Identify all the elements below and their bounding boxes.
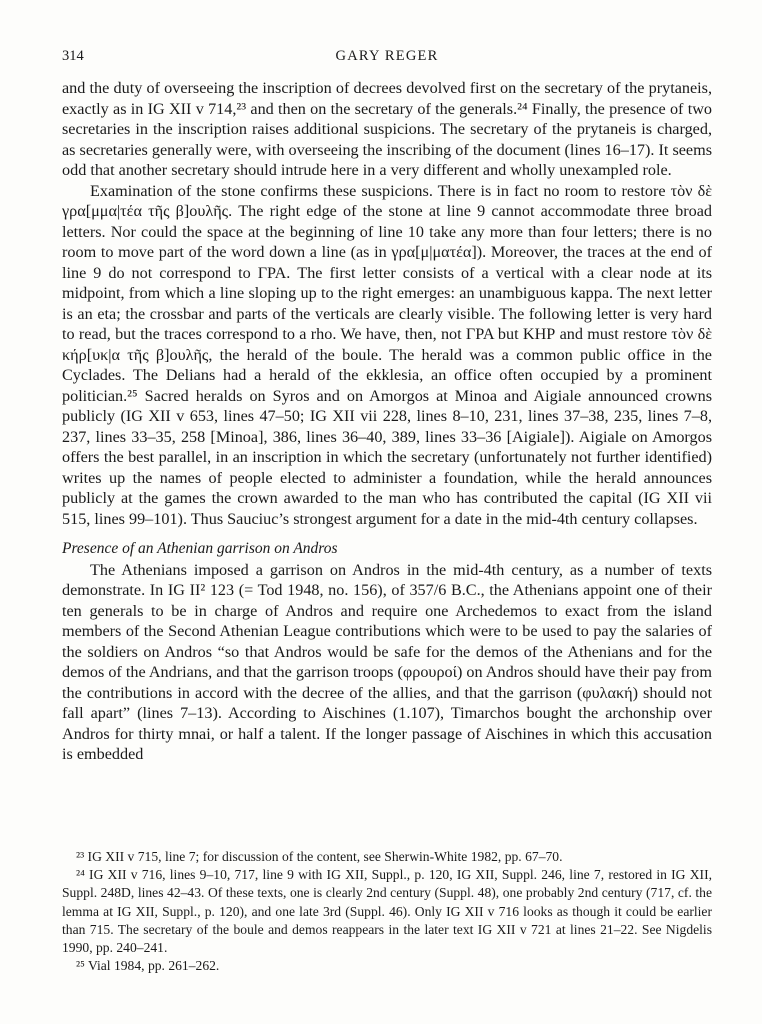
section-heading: Presence of an Athenian garrison on Andros [62,540,338,557]
footnote: ²⁴ IG XII v 716, lines 9–10, 717, line 9 with IG XII, Suppl., p. 120, IG XII, Suppl. 246, line 7, restored in IG XII, Suppl. 248D, lines 42–43. Of these texts, one is clearly 2nd century (Suppl. 48), one probably 2nd century (717, cf. the lemma at IG XII, Suppl., p. 120), and one late 3rd (Suppl. 46). Only IG XII v 716 looks as though it could be earlier than 715. The secretary of the boule and demos reappears in the later text IG XII v 721 at lines 21–22. See Nigdelis 1990, pp. 240–241. [62,867,712,956]
main-text [62,78,712,765]
footnotes [62,848,712,975]
page-header [62,48,712,68]
paragraph: and the duty of overseeing the inscription of decrees devolved first on the secretary of the prytaneis, exactly as in IG XII v 714,²³ and then on the secretary of the generals.²⁴ Finally, the presence of two secretaries in the inscription raises additional suspicions. The secretary of the prytaneis is charged, as secretaries generally were, with overseeing the inscribing of the document (lines 16–17). It seems odd that another secretary should intrude here in a very different and wholly unexampled role. [62,79,712,179]
paragraph: Examination of the stone confirms these suspicions. There is in fact no room to restore τὸν δὲ γρα[μμα|τέα τῆς β]ουλῆς. The right edge of the stone at line 9 cannot accommodate three broad letters. Nor could the space at the beginning of line 10 take any more than four letters; there is no room to move part of the word down a line (as in γρα[μ|ματέα]). Moreover, the traces at the end of line 9 do not correspond to ΓΡΑ. The first letter consists of a vertical with a clear node at its midpoint, from which a line sloping up to the right emerges: an unambiguous kappa. The next letter is an eta; the crossbar and parts of the verticals are clearly visible. The following letter is very hard to read, but the traces correspond to a rho. We have, then, not ΓΡΑ but ΚΗΡ and must restore τὸν δὲ κήρ[υκ|α τῆς β]ουλῆς, the herald of the boule. The herald was a common public office in the Cyclades. The Delians had a herald of the ekklesia, an office often occupied by a prominent politician.²⁵ Sacred heralds on Syros and on Amorgos at Minoa and Aigiale announced crowns publicly (IG XII v 653, lines 47–50; IG XII vii 228, lines 8–10, 231, lines 37–38, 235, lines 7–8, 237, lines 33–35, 258 [Minoa], 386, lines 36–40, 389, lines 33–36 [Aigiale]). Aigiale on Amorgos offers the best parallel, in an inscription in which the secretary (unfortunately not further identified) writes up the names of people elected to administer a foundation, while the herald announces publicly at the games the crown awarded to the man who has contributed the capital (IG XII vii 515, lines 99–101). Thus Sauciuc’s strongest argument for a date in the mid-4th century collapses. [62,181,712,528]
page-number: 314 [62,48,84,64]
footnote: ²³ IG XII v 715, line 7; for discussion of the content, see Sherwin-White 1982, pp. 67–70. [76,849,563,864]
running-head: GARY REGER [335,48,439,64]
footnote: ²⁵ Vial 1984, pp. 261–262. [76,958,220,974]
paragraph: The Athenians imposed a garrison on Andros in the mid-4th century, as a number of texts demonstrate. In IG II² 123 (= Tod 1948, no. 156), of 357/6 B.C., the Athenians appoint one of their ten generals to be in charge of Andros and require one Archedemos to exact from the island members of the Second Athenian League contributions which were to be used to pay the salaries of the soldiers on Andros “so that Andros would be safe for the demos of the Athenians and for the demos of the Andrians, and that the garrison troops (φρουροί) on Andros should have their pay from the contributions in accord with the decree of the allies, and that the garrison (φυλακή) should not fall apart” (lines 7–13). According to Aischines (1.107), Timarchos bought the archonship over Andros for thirty mnai, or half a talent. If the longer passage of Aischines in which this accusation is embedded [62,560,712,763]
